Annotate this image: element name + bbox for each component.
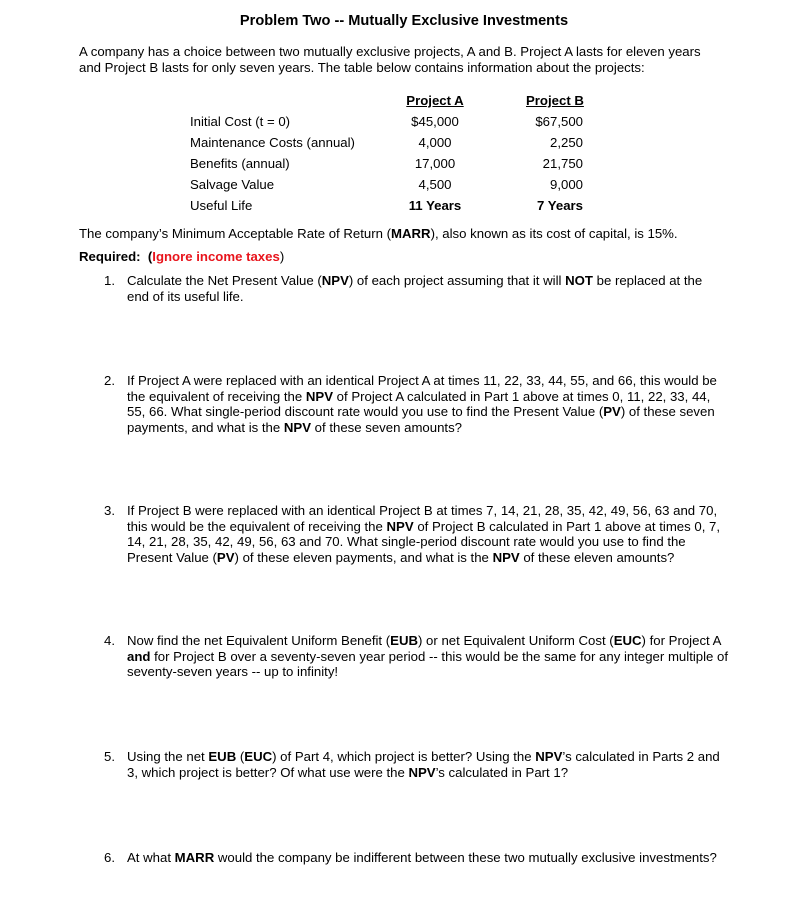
- item-text: Now find the net Equivalent Uniform Benefit (EUB) or net Equivalent Uniform Cost (EUC) for Project A and for Project B over a seventy-seven year period -- this would be the same for any integer multiple of seventy-seven years -- up to infinity!: [127, 633, 729, 679]
- page-title: Problem Two -- Mutually Exclusive Investments: [239, 13, 569, 29]
- project-a-value: $45,000: [411, 114, 459, 129]
- item-text: Calculate the Net Present Value (NPV) of each project assuming that it will NOT be replaced at the end of its useful life.: [127, 273, 703, 304]
- project-b-value: 2,250: [549, 135, 583, 150]
- item-number: 5.: [104, 749, 115, 764]
- table-row: [0, 198, 808, 219]
- intro-line: A company has a choice between two mutually exclusive projects, A and B. Project A lasts for eleven years: [79, 44, 701, 59]
- item-number: 3.: [104, 503, 115, 518]
- row-label: Initial Cost (t = 0): [190, 114, 291, 129]
- item-number: 4.: [104, 633, 115, 648]
- row-label: Useful Life: [190, 198, 253, 213]
- marr-text: ), also known as its cost of capital, is 15%.: [430, 226, 678, 241]
- project-b-value: 7 Years: [537, 198, 583, 213]
- marr-statement: [79, 226, 759, 242]
- item-number: 2.: [104, 373, 115, 388]
- required-heading: [79, 249, 284, 265]
- row-label: Benefits (annual): [190, 156, 290, 171]
- project-a-value: 17,000: [414, 156, 456, 171]
- table-row: [0, 156, 808, 177]
- item-number: 6.: [104, 850, 115, 865]
- project-b-value: 9,000: [549, 177, 583, 192]
- header-project-b: Project B: [526, 93, 584, 108]
- intro-line: and Project B lasts for only seven years. The table below contains information about the projects:: [79, 59, 645, 75]
- paren: (: [147, 249, 153, 264]
- header-project-a: Project A: [406, 93, 464, 108]
- item-number: 1.: [104, 273, 115, 288]
- project-b-value: 21,750: [542, 156, 583, 171]
- row-label: Maintenance Costs (annual): [190, 135, 355, 150]
- row-label: Salvage Value: [190, 177, 275, 192]
- projects-table: [0, 93, 808, 218]
- table-row: [0, 135, 808, 156]
- table-row: [0, 177, 808, 198]
- project-a-value: 4,500: [418, 177, 452, 192]
- project-b-value: $67,500: [535, 114, 583, 129]
- marr-text: The company’s Minimum Acceptable Rate of Return (: [79, 226, 391, 241]
- project-a-value: 4,000: [418, 135, 452, 150]
- project-a-value: 11 Years: [408, 198, 462, 213]
- item-text: Using the net EUB (EUC) of Part 4, which project is better? Using the NPV’s calculated in Parts 2 and 3, which project is better? Of what use were the NPV’s calculated in Part 1?: [127, 749, 720, 780]
- marr-abbr: MARR: [391, 226, 431, 241]
- item-text: At what MARR would the company be indifferent between these two mutually exclusive investments?: [127, 850, 717, 865]
- item-text: If Project B were replaced with an identical Project B at times 7, 14, 21, 28, 35, 42, 49, 56, 63 and 70, this would be the equivalent of receiving the NPV of Project B calculated in Part 1 above at times 0, 7, 14, 21, 28, 35, 42, 49, 56, 63 and 70. What single-period discount rate would you use to find the Present Value (PV) of these eleven payments, and what is the NPV of these eleven amounts?: [127, 503, 721, 565]
- required-label: Required:: [79, 249, 141, 264]
- table-header-row: [0, 93, 808, 114]
- table-row: [0, 114, 808, 135]
- paren: ): [279, 249, 285, 264]
- intro-paragraph: [79, 44, 735, 75]
- ignore-taxes-note: Ignore income taxes: [152, 249, 280, 264]
- item-text: If Project A were replaced with an identical Project A at times 11, 22, 33, 44, 55, and 66, this would be the equivalent of receiving the NPV of Project A calculated in Part 1 above at times 0, 11, 22, 33, 44, 55, 66. What single-period discount rate would you use to find the Present Value (PV) of these seven payments, and what is the NPV of these seven amounts?: [127, 373, 717, 435]
